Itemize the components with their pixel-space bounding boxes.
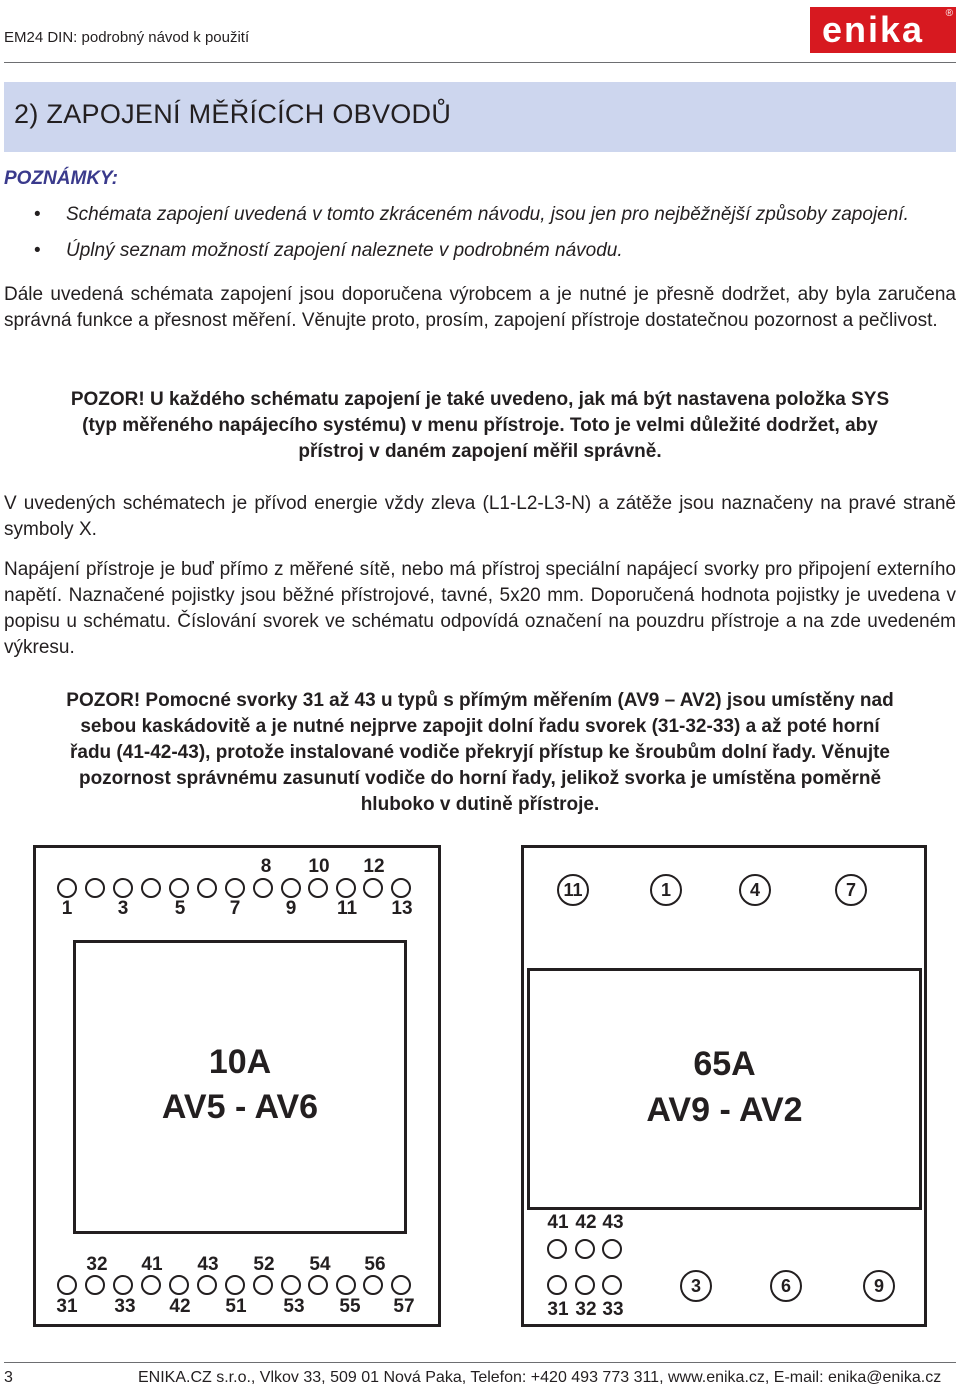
terminal-diagram-10a	[33, 845, 441, 1327]
terminal-label: 43	[197, 1254, 219, 1275]
terminal-pin	[113, 1275, 133, 1295]
terminal-label: 3	[117, 898, 129, 919]
terminal-pin	[85, 878, 105, 898]
terminal-label: 53	[283, 1296, 305, 1317]
terminal-label: 55	[339, 1296, 361, 1317]
terminal-label: 52	[253, 1254, 275, 1275]
warning-aux-line-5: hluboko v dutině přístroje.	[360, 794, 600, 815]
warning-aux-line-2: sebou kaskádovitě a je nutné nejprve zapojit dolní řadu svorek (31-32-33) a až poté horní	[80, 716, 880, 737]
terminal-label: 41	[141, 1254, 163, 1275]
terminal-label: 57	[393, 1296, 415, 1317]
bullet-dot: •	[34, 204, 41, 225]
terminal-label: 8	[260, 856, 272, 877]
terminal-label: 51	[225, 1296, 247, 1317]
terminal-label: 9	[285, 898, 297, 919]
terminal-label: 1	[61, 898, 73, 919]
terminal-pin-large: 11	[557, 874, 589, 906]
terminal-pin	[197, 878, 217, 898]
terminal-label: 11	[336, 898, 358, 919]
terminal-pin	[363, 1275, 383, 1295]
terminal-pin	[225, 1275, 245, 1295]
current-rating: 10A	[208, 1043, 272, 1081]
page-number: 3	[4, 1369, 13, 1386]
document-title: EM24 DIN: podrobný návod k použití	[4, 29, 250, 46]
terminal-pin-large: 6	[770, 1270, 802, 1302]
section-heading-bar	[4, 82, 956, 152]
warning-aux-line-4: pozornost správnému zasunutí vodiče do horní řady, jelikož svorka je umístěna poměrně	[78, 768, 882, 789]
terminal-label: 32	[86, 1254, 108, 1275]
terminal-label: 13	[391, 898, 413, 919]
terminal-label: 41	[547, 1212, 569, 1233]
terminal-label: 31	[547, 1299, 569, 1320]
paragraph-power-supply: Napájení přístroje je buď přímo z měřené sítě, nebo má přístroj speciální napájecí svorky pro připojení externího napětí. Naznačené pojistky jsou běžné přístrojové, tavné, 5x20 mm. Doporučená hodnota pojistky je uvedena v popisu u schématu. Číslování svorek ve schématu odpovídá označení na pouzdru přístroje a na zde uvedeném výkresu.	[4, 559, 956, 658]
company-contact: ENIKA.CZ s.r.o., Vlkov 33, 509 01 Nová Paka, Telefon: +420 493 773 311, www.enika.cz, E-mail: enika@enika.cz	[138, 1369, 942, 1386]
terminal-pin	[253, 878, 273, 898]
warning-aux-line-3: řadu (41-42-43), protože instalované vodiče překryjí přístup ke šroubům dolní řady. Věnujte	[69, 742, 890, 763]
bullet-dot: •	[34, 240, 41, 261]
terminal-pin	[281, 878, 301, 898]
terminal-pin	[308, 878, 328, 898]
note-text: Schémata zapojení uvedená v tomto zkráceném návodu, jsou jen pro nejběžnější způsoby zapojení.	[66, 204, 909, 225]
section-title: 2) ZAPOJENÍ MĚŘÍCÍCH OBVODŮ	[14, 99, 452, 129]
current-rating: 65A	[693, 1045, 756, 1083]
terminal-label: 33	[114, 1296, 136, 1317]
note-bullet-2	[34, 240, 934, 266]
terminal-pin	[575, 1239, 595, 1259]
terminal-pin	[547, 1275, 567, 1295]
notes-title: POZNÁMKY:	[4, 168, 118, 189]
device-face	[527, 968, 922, 1210]
terminal-pin	[141, 878, 161, 898]
terminal-label: 43	[602, 1212, 624, 1233]
terminal-label: 7	[229, 898, 241, 919]
terminal-pin	[602, 1239, 622, 1259]
terminal-pin	[197, 1275, 217, 1295]
terminal-pin	[336, 1275, 356, 1295]
terminal-pin-large: 7	[835, 874, 867, 906]
terminal-pin	[225, 878, 245, 898]
terminal-label: 32	[575, 1299, 597, 1320]
terminal-pin	[57, 1275, 77, 1295]
terminal-pin	[253, 1275, 273, 1295]
terminal-pin	[391, 878, 411, 898]
model-range: AV5 - AV6	[161, 1088, 319, 1126]
terminal-diagram-65a	[521, 845, 927, 1327]
footer-divider	[4, 1362, 956, 1363]
terminal-pin	[308, 1275, 328, 1295]
terminal-label: 42	[169, 1296, 191, 1317]
warning-aux-line-1: POZOR! Pomocné svorky 31 až 43 u typů s přímým měřením (AV9 – AV2) jsou umístěny nad	[66, 690, 894, 711]
terminal-pin	[602, 1275, 622, 1295]
paragraph-supply-direction: V uvedených schématech je přívod energie vždy zleva (L1-L2-L3-N) a zátěže jsou naznačeny na pravé straně symboly X.	[4, 493, 956, 540]
terminal-pin	[169, 878, 189, 898]
header-divider	[4, 62, 956, 63]
terminal-pin	[363, 878, 383, 898]
terminal-pin-large: 1	[650, 874, 682, 906]
model-range: AV9 - AV2	[646, 1091, 803, 1129]
terminal-pin	[575, 1275, 595, 1295]
logo-text: enika	[822, 9, 925, 50]
terminal-pin	[281, 1275, 301, 1295]
terminal-pin	[169, 1275, 189, 1295]
note-bullet-1	[34, 204, 934, 230]
terminal-label: 31	[56, 1296, 78, 1317]
terminal-pin-large: 4	[739, 874, 771, 906]
device-face	[73, 940, 407, 1234]
terminal-pin-large: 9	[863, 1270, 895, 1302]
terminal-label: 56	[364, 1254, 386, 1275]
terminal-pin-large: 3	[680, 1270, 712, 1302]
terminal-label: 5	[174, 898, 186, 919]
terminal-pin	[391, 1275, 411, 1295]
terminal-pin	[547, 1239, 567, 1259]
terminal-label: 10	[308, 856, 330, 877]
registered-mark: ®	[945, 8, 953, 19]
terminal-label: 54	[309, 1254, 331, 1275]
warning-sys-line-3: přístroj v daném zapojení měřil správně.	[298, 441, 662, 462]
terminal-pin	[336, 878, 356, 898]
warning-sys-line-2: (typ měřeného napájecího systému) v menu přístroje. Toto je velmi důležité dodržet, aby	[82, 415, 878, 436]
warning-sys-line-1: POZOR! U každého schématu zapojení je také uvedeno, jak má být nastavena položka SYS	[70, 389, 890, 410]
terminal-pin	[113, 878, 133, 898]
paragraph-wiring-intro: Dále uvedená schémata zapojení jsou doporučena výrobcem a je nutné je přesně dodržet, aby byla zaručena správná funkce a přesnost měření. Věnujte proto, prosím, zapojení přístroje dostatečnou pozornost a pečlivost.	[4, 284, 956, 331]
terminal-pin	[85, 1275, 105, 1295]
terminal-label: 12	[363, 856, 385, 877]
terminal-label: 33	[602, 1299, 624, 1320]
terminal-label: 42	[575, 1212, 597, 1233]
enika-logo	[810, 7, 956, 53]
terminal-pin	[57, 878, 77, 898]
note-text: Úplný seznam možností zapojení naleznete v podrobném návodu.	[66, 240, 623, 261]
terminal-pin	[141, 1275, 161, 1295]
